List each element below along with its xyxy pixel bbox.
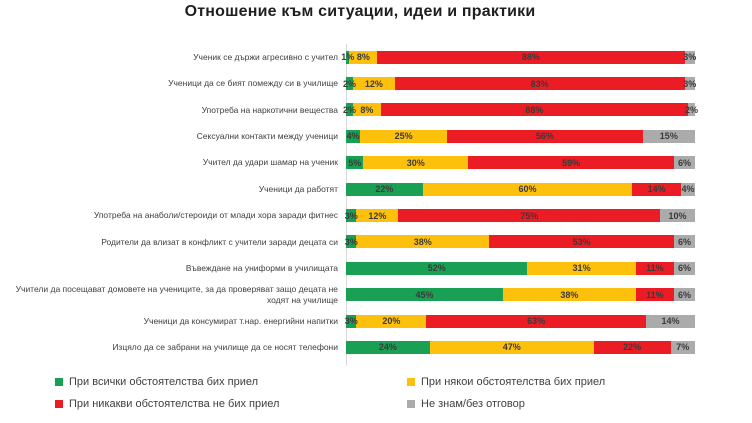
bar-segment <box>594 341 671 354</box>
bar-segment <box>381 103 688 116</box>
segment-value-label: 3% <box>344 210 358 221</box>
category-label: Сексуални контакти между ученици <box>196 131 338 142</box>
legend-item <box>55 398 407 410</box>
legend-swatch-icon <box>407 378 415 386</box>
bar-segment <box>398 209 660 222</box>
category-label: Употреба на наркотични вещества <box>201 104 338 115</box>
legend-label: При никакви обстоятелства не бих приел <box>69 398 280 410</box>
bar-segment <box>674 262 695 275</box>
category-label: Родители да влизат в конфликт с учители заради децата си <box>101 236 338 247</box>
category-label: Изцяло да се забрани на училище да се носят телефони <box>112 342 338 353</box>
bar-segment <box>356 315 426 328</box>
chart-row <box>0 70 700 96</box>
bar-segment <box>636 262 674 275</box>
segment-value-label: 2% <box>342 104 356 115</box>
bar-segment <box>681 183 695 196</box>
bar-track <box>342 77 697 90</box>
segment-value-label: 45% <box>415 289 434 300</box>
bar-track <box>346 315 695 328</box>
segment-value-label: 10% <box>668 210 687 221</box>
bar-segment <box>447 130 642 143</box>
segment-value-label: 4% <box>346 131 360 142</box>
segment-value-label: 6% <box>678 236 692 247</box>
bar-segment <box>353 103 381 116</box>
chart-row <box>0 44 700 70</box>
bar-segment <box>346 209 356 222</box>
segment-value-label: 60% <box>518 184 537 195</box>
bar-track <box>346 262 695 275</box>
legend-item <box>407 398 715 410</box>
bar-segment <box>395 77 685 90</box>
bar-segment <box>342 77 356 90</box>
bar-track <box>346 156 695 169</box>
bar-segment <box>660 209 695 222</box>
chart-row <box>0 202 700 228</box>
legend-label: Не знам/без отговор <box>421 398 525 410</box>
segment-value-label: 2% <box>684 104 698 115</box>
bar-segment <box>674 235 695 248</box>
segment-value-label: 6% <box>677 157 692 168</box>
segment-value-label: 24% <box>378 342 397 353</box>
legend-label: При някои обстоятелства бих приел <box>421 376 606 388</box>
bar-segment <box>346 262 527 275</box>
chart-row <box>0 282 700 308</box>
bar-segment <box>363 156 468 169</box>
chart-row <box>0 97 700 123</box>
legend-label: При всички обстоятелства бих приел <box>69 376 259 388</box>
segment-value-label: 22% <box>375 184 394 195</box>
category-label: Учители да посещават домовете на учениците, за да проверяват защо децата не ходят на училище <box>15 284 338 305</box>
category-label: Ученици да работят <box>258 183 338 194</box>
chart-row <box>0 150 700 176</box>
bar-segment <box>346 156 363 169</box>
bar-track <box>346 341 695 354</box>
bar-segment <box>356 235 489 248</box>
category-label: Ученици да консумират т.нар. енергийни напитки <box>143 315 338 326</box>
bar-track <box>346 209 695 222</box>
chart-legend <box>55 376 715 410</box>
bar-segment <box>643 130 695 143</box>
bar-segment <box>423 183 632 196</box>
bar-segment <box>684 103 698 116</box>
segment-value-label: 6% <box>677 263 692 274</box>
bar-segment <box>503 288 636 301</box>
bar-segment <box>353 77 395 90</box>
segment-value-label: 53% <box>572 236 591 247</box>
segment-value-label: 22% <box>623 342 642 353</box>
bar-segment <box>346 315 356 328</box>
segment-value-label: 4% <box>681 184 695 195</box>
segment-value-label: 3% <box>683 52 697 63</box>
category-label: Въвеждане на униформи в училищата <box>185 263 338 273</box>
legend-item <box>407 376 715 388</box>
bar-segment <box>346 130 360 143</box>
category-label: Употреба на анаболи/стероиди от млади хора заради фитнес <box>93 210 338 221</box>
segment-value-label: 3% <box>344 316 358 327</box>
chart-row <box>0 176 700 202</box>
segment-value-label: 63% <box>527 316 546 327</box>
segment-value-label: 5% <box>348 157 362 168</box>
segment-value-label: 1% <box>341 52 355 63</box>
bar-segment <box>636 288 674 301</box>
segment-value-label: 3% <box>344 236 358 247</box>
segment-value-label: 88% <box>521 52 540 63</box>
category-label: Ученици да се бият помежду си в училище <box>168 78 338 89</box>
segment-value-label: 8% <box>360 104 374 115</box>
bar-segment <box>527 262 635 275</box>
segment-value-label: 14% <box>647 184 666 195</box>
bar-segment <box>346 341 430 354</box>
chart-row <box>0 308 700 334</box>
segment-value-label: 15% <box>659 131 678 142</box>
bar-segment <box>346 235 356 248</box>
segment-value-label: 25% <box>394 131 413 142</box>
chart-row <box>0 255 700 281</box>
chart-row <box>0 229 700 255</box>
bar-track <box>346 183 695 196</box>
chart-rows <box>0 44 700 361</box>
bar-track <box>346 288 695 301</box>
segment-value-label: 75% <box>520 210 539 221</box>
segment-value-label: 38% <box>413 236 432 247</box>
segment-value-label: 56% <box>535 131 554 142</box>
segment-value-label: 7% <box>676 342 690 353</box>
bar-track <box>346 130 695 143</box>
segment-value-label: 47% <box>502 342 521 353</box>
legend-item <box>55 376 407 388</box>
chart-row <box>0 123 700 149</box>
bar-segment <box>341 51 355 64</box>
bar-segment <box>685 51 695 64</box>
segment-value-label: 6% <box>677 289 692 300</box>
segment-value-label: 59% <box>562 157 581 168</box>
legend-swatch-icon <box>55 378 63 386</box>
legend-swatch-icon <box>55 400 63 408</box>
segment-value-label: 11% <box>646 263 664 274</box>
segment-value-label: 8% <box>356 52 370 63</box>
bar-segment <box>356 209 398 222</box>
segment-value-label: 20% <box>382 316 401 327</box>
segment-value-label: 2% <box>342 78 356 89</box>
bar-segment <box>346 288 503 301</box>
chart-title: Отношение към ситуации, идеи и практики <box>184 3 536 20</box>
category-label: Учител да удари шамар на ученик <box>202 157 338 168</box>
segment-value-label: 11% <box>646 289 664 300</box>
segment-value-label: 38% <box>560 289 579 300</box>
segment-value-label: 83% <box>530 78 549 89</box>
bar-segment <box>468 156 674 169</box>
bar-track <box>341 51 697 64</box>
category-label: Ученик се държи агресивно с учител <box>193 51 338 62</box>
bar-segment <box>674 156 695 169</box>
bar-segment <box>346 183 423 196</box>
segment-value-label: 3% <box>683 78 697 89</box>
segment-value-label: 14% <box>661 316 680 327</box>
bar-track <box>346 235 695 248</box>
bar-segment <box>685 77 695 90</box>
segment-value-label: 31% <box>572 263 591 274</box>
segment-value-label: 12% <box>364 78 383 89</box>
bar-segment <box>426 315 646 328</box>
bar-segment <box>377 51 684 64</box>
bar-segment <box>342 103 356 116</box>
bar-segment <box>430 341 594 354</box>
bar-segment <box>674 288 695 301</box>
bar-segment <box>632 183 681 196</box>
bar-track <box>342 103 698 116</box>
bar-segment <box>489 235 674 248</box>
chart-row <box>0 334 700 360</box>
bar-segment <box>360 130 447 143</box>
segment-value-label: 88% <box>525 104 544 115</box>
legend-swatch-icon <box>407 400 415 408</box>
bar-segment <box>646 315 695 328</box>
segment-value-label: 52% <box>427 263 446 274</box>
segment-value-label: 30% <box>406 157 425 168</box>
bar-segment <box>671 341 695 354</box>
segment-value-label: 12% <box>368 210 387 221</box>
